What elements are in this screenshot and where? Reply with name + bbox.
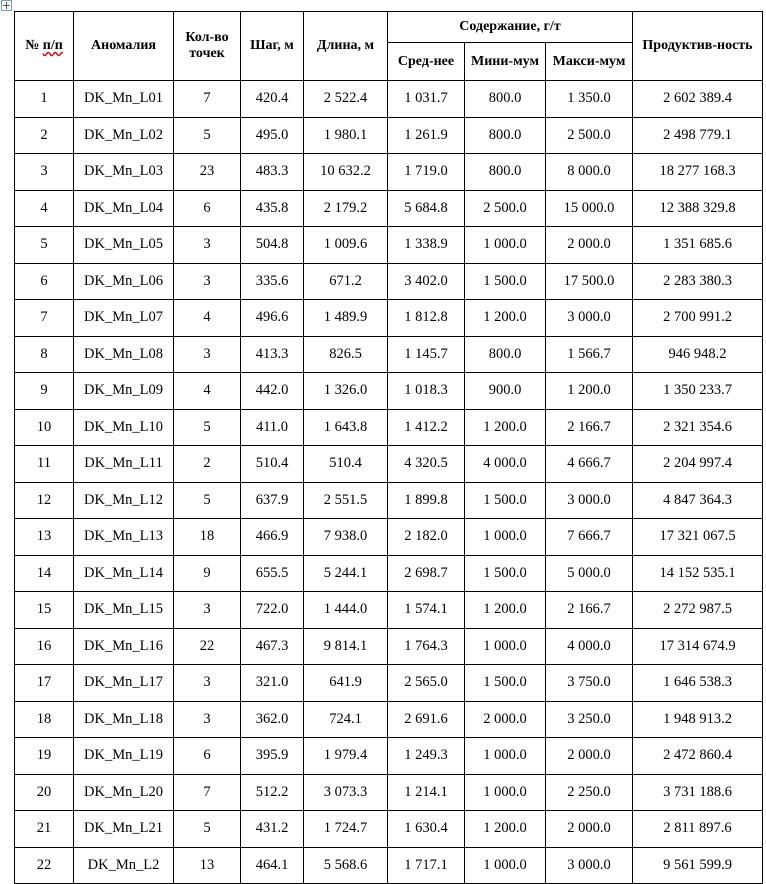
- cell-length: 671.2: [304, 263, 388, 300]
- cell-min: 1 500.0: [465, 263, 546, 300]
- cell-avg: 1 630.4: [388, 811, 465, 848]
- header-step: Шаг, м: [241, 12, 304, 81]
- cell-length: 2 522.4: [304, 81, 388, 118]
- cell-min: 1 000.0: [465, 738, 546, 775]
- cell-length: 510.4: [304, 446, 388, 483]
- header-anomaly: Аномалия: [74, 12, 174, 81]
- table-row: [15, 336, 763, 373]
- cell-min: 2 500.0: [465, 190, 546, 227]
- cell-step: 464.1: [241, 847, 304, 884]
- anomaly-table: [14, 11, 763, 884]
- cell-max: 1 566.7: [546, 336, 633, 373]
- cell-step: 420.4: [241, 81, 304, 118]
- cell-anomaly: DK_Mn_L19: [74, 738, 174, 775]
- cell-num: 11: [15, 446, 74, 483]
- cell-num: 14: [15, 555, 74, 592]
- cell-anomaly: DK_Mn_L09: [74, 373, 174, 410]
- header-length: Длина, м: [304, 12, 388, 81]
- header-avg: Сред-нее: [388, 43, 465, 81]
- cell-max: 4 666.7: [546, 446, 633, 483]
- cell-min: 1 500.0: [465, 555, 546, 592]
- cell-anomaly: DK_Mn_L2: [74, 847, 174, 884]
- table-row: [15, 190, 763, 227]
- cell-max: 3 750.0: [546, 665, 633, 702]
- cell-step: 504.8: [241, 227, 304, 264]
- cell-productivity: 14 152 535.1: [633, 555, 763, 592]
- cell-min: 1 500.0: [465, 482, 546, 519]
- cell-min: 1 000.0: [465, 227, 546, 264]
- cell-max: 2 000.0: [546, 227, 633, 264]
- cell-avg: 2 182.0: [388, 519, 465, 556]
- cell-anomaly: DK_Mn_L20: [74, 774, 174, 811]
- cell-points: 3: [174, 263, 241, 300]
- cell-avg: 1 338.9: [388, 227, 465, 264]
- cell-points: 5: [174, 811, 241, 848]
- cell-step: 411.0: [241, 409, 304, 446]
- table-row: [15, 154, 763, 191]
- table-row: [15, 409, 763, 446]
- cell-num: 20: [15, 774, 74, 811]
- cell-productivity: 2 700 991.2: [633, 300, 763, 337]
- cell-anomaly: DK_Mn_L11: [74, 446, 174, 483]
- cell-anomaly: DK_Mn_L17: [74, 665, 174, 702]
- cell-min: 1 200.0: [465, 811, 546, 848]
- cell-anomaly: DK_Mn_L21: [74, 811, 174, 848]
- cell-min: 1 000.0: [465, 519, 546, 556]
- cell-max: 3 000.0: [546, 300, 633, 337]
- cell-step: 442.0: [241, 373, 304, 410]
- cell-productivity: 2 472 860.4: [633, 738, 763, 775]
- cell-num: 10: [15, 409, 74, 446]
- cell-points: 18: [174, 519, 241, 556]
- cell-num: 22: [15, 847, 74, 884]
- table-row: [15, 373, 763, 410]
- cell-step: 321.0: [241, 665, 304, 702]
- cell-length: 9 814.1: [304, 628, 388, 665]
- cell-points: 5: [174, 117, 241, 154]
- cell-num: 7: [15, 300, 74, 337]
- cell-length: 3 073.3: [304, 774, 388, 811]
- cell-anomaly: DK_Mn_L16: [74, 628, 174, 665]
- cell-min: 800.0: [465, 117, 546, 154]
- cell-step: 637.9: [241, 482, 304, 519]
- cell-productivity: 4 847 364.3: [633, 482, 763, 519]
- cell-step: 483.3: [241, 154, 304, 191]
- table-row: [15, 774, 763, 811]
- cell-min: 1 000.0: [465, 847, 546, 884]
- cell-points: 6: [174, 738, 241, 775]
- cell-length: 1 489.9: [304, 300, 388, 337]
- cell-avg: 1 261.9: [388, 117, 465, 154]
- cell-max: 2 166.7: [546, 409, 633, 446]
- cell-min: 1 200.0: [465, 592, 546, 629]
- cell-step: 655.5: [241, 555, 304, 592]
- cell-length: 1 444.0: [304, 592, 388, 629]
- table-row: [15, 263, 763, 300]
- cell-avg: 3 402.0: [388, 263, 465, 300]
- cell-step: 435.8: [241, 190, 304, 227]
- cell-min: 900.0: [465, 373, 546, 410]
- cell-length: 10 632.2: [304, 154, 388, 191]
- cell-anomaly: DK_Mn_L15: [74, 592, 174, 629]
- cell-length: 724.1: [304, 701, 388, 738]
- cell-step: 496.6: [241, 300, 304, 337]
- cell-num: 6: [15, 263, 74, 300]
- cell-points: 5: [174, 409, 241, 446]
- cell-avg: 2 691.6: [388, 701, 465, 738]
- cell-step: 335.6: [241, 263, 304, 300]
- cell-points: 5: [174, 482, 241, 519]
- cell-anomaly: DK_Mn_L01: [74, 81, 174, 118]
- cell-max: 7 666.7: [546, 519, 633, 556]
- cell-num: 13: [15, 519, 74, 556]
- cell-max: 2 000.0: [546, 738, 633, 775]
- cell-num: 8: [15, 336, 74, 373]
- cell-productivity: 2 283 380.3: [633, 263, 763, 300]
- cell-length: 826.5: [304, 336, 388, 373]
- cell-productivity: 1 351 685.6: [633, 227, 763, 264]
- cell-max: 5 000.0: [546, 555, 633, 592]
- cell-points: 3: [174, 701, 241, 738]
- cell-points: 3: [174, 665, 241, 702]
- cell-points: 4: [174, 373, 241, 410]
- cell-avg: 1 717.1: [388, 847, 465, 884]
- cell-length: 1 643.8: [304, 409, 388, 446]
- cell-step: 362.0: [241, 701, 304, 738]
- cell-points: 3: [174, 227, 241, 264]
- cell-step: 413.3: [241, 336, 304, 373]
- cell-num: 9: [15, 373, 74, 410]
- cell-length: 1 009.6: [304, 227, 388, 264]
- cell-anomaly: DK_Mn_L14: [74, 555, 174, 592]
- cell-max: 17 500.0: [546, 263, 633, 300]
- cell-points: 7: [174, 81, 241, 118]
- header-min: Мини-мум: [465, 43, 546, 81]
- cell-length: 2 551.5: [304, 482, 388, 519]
- table-row: [15, 227, 763, 264]
- cell-avg: 1 574.1: [388, 592, 465, 629]
- table-row: [15, 300, 763, 337]
- table-row: [15, 592, 763, 629]
- cell-avg: 1 764.3: [388, 628, 465, 665]
- cell-length: 1 980.1: [304, 117, 388, 154]
- cell-min: 2 000.0: [465, 701, 546, 738]
- cell-length: 1 326.0: [304, 373, 388, 410]
- cell-points: 6: [174, 190, 241, 227]
- cell-anomaly: DK_Mn_L10: [74, 409, 174, 446]
- cell-avg: 1 899.8: [388, 482, 465, 519]
- cell-points: 3: [174, 336, 241, 373]
- cell-anomaly: DK_Mn_L02: [74, 117, 174, 154]
- cell-num: 1: [15, 81, 74, 118]
- cell-anomaly: DK_Mn_L06: [74, 263, 174, 300]
- cell-min: 1 500.0: [465, 665, 546, 702]
- cell-max: 2 166.7: [546, 592, 633, 629]
- cell-length: 641.9: [304, 665, 388, 702]
- cell-min: 800.0: [465, 154, 546, 191]
- cell-step: 495.0: [241, 117, 304, 154]
- cell-avg: 1 412.2: [388, 409, 465, 446]
- cell-anomaly: DK_Mn_L03: [74, 154, 174, 191]
- cell-avg: 1 145.7: [388, 336, 465, 373]
- cell-min: 1 000.0: [465, 774, 546, 811]
- cell-max: 3 250.0: [546, 701, 633, 738]
- cell-max: 3 000.0: [546, 847, 633, 884]
- cell-points: 2: [174, 446, 241, 483]
- cell-points: 23: [174, 154, 241, 191]
- cell-anomaly: DK_Mn_L07: [74, 300, 174, 337]
- cell-anomaly: DK_Mn_L05: [74, 227, 174, 264]
- table-row: [15, 555, 763, 592]
- cell-step: 466.9: [241, 519, 304, 556]
- table-row: [15, 117, 763, 154]
- cell-num: 19: [15, 738, 74, 775]
- cell-productivity: 3 731 188.6: [633, 774, 763, 811]
- cell-step: 722.0: [241, 592, 304, 629]
- cell-num: 4: [15, 190, 74, 227]
- header-content-group: Содержание, г/т: [388, 12, 633, 43]
- cell-min: 800.0: [465, 336, 546, 373]
- cell-length: 5 568.6: [304, 847, 388, 884]
- cell-length: 5 244.1: [304, 555, 388, 592]
- cell-min: 800.0: [465, 81, 546, 118]
- cell-min: 1 200.0: [465, 409, 546, 446]
- cell-max: 8 000.0: [546, 154, 633, 191]
- cell-num: 3: [15, 154, 74, 191]
- cell-num: 2: [15, 117, 74, 154]
- cell-max: 4 000.0: [546, 628, 633, 665]
- cell-step: 510.4: [241, 446, 304, 483]
- header-productivity: Продуктив-ность: [633, 12, 763, 81]
- cell-points: 9: [174, 555, 241, 592]
- cell-length: 1 724.7: [304, 811, 388, 848]
- cell-length: 7 938.0: [304, 519, 388, 556]
- cell-step: 467.3: [241, 628, 304, 665]
- cell-avg: 1 031.7: [388, 81, 465, 118]
- cell-productivity: 12 388 329.8: [633, 190, 763, 227]
- cell-length: 1 979.4: [304, 738, 388, 775]
- cell-num: 5: [15, 227, 74, 264]
- cell-num: 18: [15, 701, 74, 738]
- cell-anomaly: DK_Mn_L12: [74, 482, 174, 519]
- cell-points: 4: [174, 300, 241, 337]
- cell-step: 512.2: [241, 774, 304, 811]
- header-points: Кол-во точек: [174, 12, 241, 81]
- cell-productivity: 2 272 987.5: [633, 592, 763, 629]
- table-row: [15, 847, 763, 884]
- table-row: [15, 665, 763, 702]
- cell-productivity: 2 811 897.6: [633, 811, 763, 848]
- cell-max: 2 500.0: [546, 117, 633, 154]
- table-row: [15, 811, 763, 848]
- cell-max: 3 000.0: [546, 482, 633, 519]
- cell-productivity: 946 948.2: [633, 336, 763, 373]
- cell-max: 2 000.0: [546, 811, 633, 848]
- cell-num: 12: [15, 482, 74, 519]
- table-body: [15, 81, 763, 884]
- cell-max: 1 200.0: [546, 373, 633, 410]
- cell-productivity: 1 350 233.7: [633, 373, 763, 410]
- cell-productivity: 1 948 913.2: [633, 701, 763, 738]
- cell-step: 395.9: [241, 738, 304, 775]
- table-row: [15, 81, 763, 118]
- cell-max: 1 350.0: [546, 81, 633, 118]
- table-row: [15, 701, 763, 738]
- cell-avg: 1 018.3: [388, 373, 465, 410]
- cell-points: 22: [174, 628, 241, 665]
- table-row: [15, 446, 763, 483]
- cell-avg: 1 719.0: [388, 154, 465, 191]
- cell-points: 13: [174, 847, 241, 884]
- cell-anomaly: DK_Mn_L13: [74, 519, 174, 556]
- cell-max: 15 000.0: [546, 190, 633, 227]
- cell-num: 17: [15, 665, 74, 702]
- cell-productivity: 17 314 674.9: [633, 628, 763, 665]
- table-move-handle-icon[interactable]: [1, 0, 12, 11]
- cell-num: 16: [15, 628, 74, 665]
- cell-anomaly: DK_Mn_L08: [74, 336, 174, 373]
- cell-avg: 4 320.5: [388, 446, 465, 483]
- cell-anomaly: DK_Mn_L04: [74, 190, 174, 227]
- table-row: [15, 738, 763, 775]
- cell-anomaly: DK_Mn_L18: [74, 701, 174, 738]
- cell-avg: 1 812.8: [388, 300, 465, 337]
- cell-productivity: 1 646 538.3: [633, 665, 763, 702]
- cell-productivity: 17 321 067.5: [633, 519, 763, 556]
- cell-num: 15: [15, 592, 74, 629]
- cell-avg: 2 698.7: [388, 555, 465, 592]
- cell-productivity: 18 277 168.3: [633, 154, 763, 191]
- cell-productivity: 9 561 599.9: [633, 847, 763, 884]
- cell-productivity: 2 602 389.4: [633, 81, 763, 118]
- cell-avg: 5 684.8: [388, 190, 465, 227]
- cell-avg: 1 214.1: [388, 774, 465, 811]
- cell-min: 1 200.0: [465, 300, 546, 337]
- cell-productivity: 2 204 997.4: [633, 446, 763, 483]
- table-row: [15, 519, 763, 556]
- cell-productivity: 2 498 779.1: [633, 117, 763, 154]
- cell-num: 21: [15, 811, 74, 848]
- cell-length: 2 179.2: [304, 190, 388, 227]
- cell-avg: 1 249.3: [388, 738, 465, 775]
- cell-points: 3: [174, 592, 241, 629]
- cell-max: 2 250.0: [546, 774, 633, 811]
- table-row: [15, 628, 763, 665]
- cell-step: 431.2: [241, 811, 304, 848]
- cell-avg: 2 565.0: [388, 665, 465, 702]
- header-max: Макси-мум: [546, 43, 633, 81]
- cell-min: 4 000.0: [465, 446, 546, 483]
- cell-productivity: 2 321 354.6: [633, 409, 763, 446]
- header-num: № п/п: [15, 12, 74, 81]
- table-row: [15, 482, 763, 519]
- cell-points: 7: [174, 774, 241, 811]
- cell-min: 1 000.0: [465, 628, 546, 665]
